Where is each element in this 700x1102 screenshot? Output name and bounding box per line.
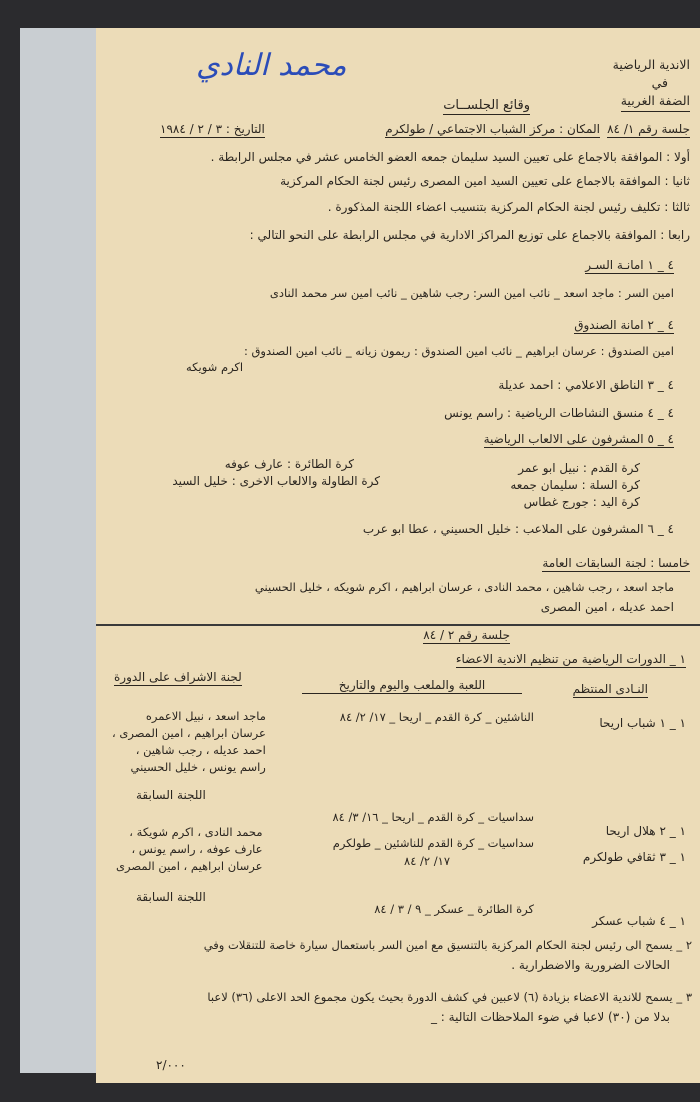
row-3-committee: [116, 824, 263, 875]
session2-item-1: ١ _ الدورات الرياضية من تنظيم الاندية الاعضاء: [455, 652, 686, 666]
row-2-club: ١ _ ٢ هلال اريحا: [605, 824, 686, 838]
row-3-game-date: ١٧/ ٢/ ٨٤: [404, 854, 450, 868]
row-4-committee: اللجنة السابقة: [136, 890, 206, 904]
supervisor-football: كرة القدم : نبيل ابو عمر: [518, 461, 640, 475]
section-divider: [96, 624, 700, 626]
row-2-committee: اللجنة السابقة: [136, 788, 206, 802]
row-1-committee: [112, 708, 266, 776]
row-3-club: ١ _ ٣ ثقافي طولكرم: [582, 850, 686, 864]
document-page: [96, 28, 700, 1083]
session2-item-3b: بدلا من (٣٠) لاعبا في ضوء الملاحظات التالية : _: [430, 1010, 670, 1024]
section-4-3: ٤ _ ٣ الناطق الاعلامي : احمد عديلة: [498, 378, 674, 392]
fifth-line-1: ماجد اسعد ، رجب شاهين ، محمد النادى ، عرسان ابراهيم ، اكرم شويكه ، خليل الحسيني: [254, 580, 674, 594]
session2-item-3a: ٣ _ يسمح للاندية الاعضاء بزيادة (٦) لاعبين في كشف الدورة بحيث يكون مجموع الحد الاعلى (٣٦) لاعبا: [207, 990, 692, 1004]
document-header: [613, 56, 690, 112]
supervisor-table-tennis: كرة الطاولة والالعاب الاخرى : خليل السيد: [172, 474, 380, 488]
committee-line: محمد النادى ، اكرم شويكة ،: [129, 825, 263, 839]
section-4-1-title: ٤ _ ١ امانـة السـر: [585, 258, 674, 272]
section-4-4: ٤ _ ٤ منسق النشاطات الرياضية : راسم يونس: [444, 406, 674, 420]
session2-number: جلسة رقم ٢ / ٨٤: [423, 628, 510, 642]
column-club: النـادى المنتظم: [572, 682, 648, 696]
fifth-title: خامسا : لجنة السابقات العامة: [542, 556, 690, 570]
committee-line: ماجد اسعد ، نبيل الاعمره: [145, 709, 266, 723]
page-number: ٢/٠٠٠: [156, 1058, 186, 1072]
session1-item-3: ثالثا : تكليف رئيس لجنة الحكام المركزية بتنسيب اعضاء اللجنة المذكورة .: [327, 200, 690, 214]
handwritten-name: محمد النادي: [196, 48, 347, 83]
row-4-game: كرة الطائرة _ عسكر _ ٩ / ٣ / ٨٤: [374, 902, 534, 916]
binder-spine: [20, 28, 100, 1073]
meetings-title: وقائع الجلســات: [443, 98, 530, 113]
committee-line: عارف عوفه ، راسم يونس ،: [131, 842, 263, 856]
row-4-club: ١ _ ٤ شباب عسكر: [592, 914, 686, 928]
section-4-2-title: ٤ _ ٢ امانة الصندوق: [574, 318, 674, 332]
session1-date: التاريخ : ٣ / ٢ / ١٩٨٤: [160, 122, 265, 136]
session1-place: المكان : مركز الشباب الاجتماعي / طولكرم: [385, 122, 600, 136]
session1-number: جلسة رقم ١/ ٨٤: [607, 122, 690, 136]
row-1-game: الناشئين _ كرة القدم _ اريحا _ ١٧/ ٢/ ٨٤: [339, 710, 534, 724]
section-4-5-title: ٤ _ ٥ المشرفون على الالعاب الرياضية: [483, 432, 674, 446]
section-4-1-body: امين السر : ماجد اسعد _ نائب امين السر: رجب شاهين _ نائب امين سر محمد النادى: [269, 286, 674, 300]
header-line-1: الاندية الرياضية: [612, 57, 690, 72]
committee-line: راسم يونس ، خليل الحسيني: [130, 760, 266, 774]
column-game: اللعبة والملعب واليوم والتاريخ: [302, 678, 522, 694]
session2-item-2b: الحالات الضرورية والاضطرارية .: [511, 958, 670, 972]
section-4-5-right-list: [510, 460, 640, 511]
column-committee: لجنة الاشراف على الدورة: [114, 670, 242, 684]
session1-item-2: ثانيا : الموافقة بالاجماع على تعيين السيد امين المصرى رئيس لجنة الحكام المركزية: [280, 174, 690, 188]
section-4-2-body-2: اكرم شويكه: [186, 360, 244, 374]
fifth-line-2: احمد عديله ، امين المصرى: [540, 600, 674, 614]
committee-line: عرسان ابراهيم ، امين المصرى: [116, 859, 263, 873]
supervisor-handball: كرة اليد : جورج غطاس: [523, 495, 640, 509]
supervisor-basketball: كرة السلة : سليمان جمعه: [510, 478, 640, 492]
row-2-game: سداسيات _ كرة القدم _ اريحا _ ١٦/ ٣/ ٨٤: [332, 810, 534, 824]
row-3-game: سداسيات _ كرة القدم للناشئين _ طولكرم: [332, 836, 534, 850]
committee-line: عرسان ابراهيم ، امين المصرى ،: [112, 726, 266, 740]
session2-item-2a: ٢ _ يسمح الى رئيس لجنة الحكام المركزية بالتنسيق مع امين السر باستعمال سيارة خاصة للتنقلات وفي: [203, 938, 692, 952]
row-1-club: ١ _ ١ شباب اريحا: [599, 716, 686, 730]
supervisor-volleyball: كرة الطائرة : عارف عوفه: [224, 457, 354, 471]
session1-item-4: رابعا : الموافقة بالاجماع على توزيع المراكز الادارية في مجلس الرابطة على النحو التالي :: [249, 228, 690, 242]
header-line-2: في: [651, 75, 668, 90]
session1-item-1: أولا : الموافقة بالاجماع على تعيين السيد سليمان جمعه العضو الخامس عشر في مجلس الرابطة .: [210, 150, 690, 164]
committee-line: احمد عديله ، رجب شاهين ،: [135, 743, 266, 757]
section-4-2-body-1: امين الصندوق : عرسان ابراهيم _ نائب امين الصندوق : ريمون زيانه _ نائب امين الصندوق :: [243, 344, 674, 358]
section-4-5-left-list: [172, 456, 380, 490]
header-line-3: الضفة الغربية: [621, 92, 690, 112]
section-4-6: ٤ _ ٦ المشرفون على الملاعب : خليل الحسيني ، عطا ابو عرب: [362, 522, 674, 536]
